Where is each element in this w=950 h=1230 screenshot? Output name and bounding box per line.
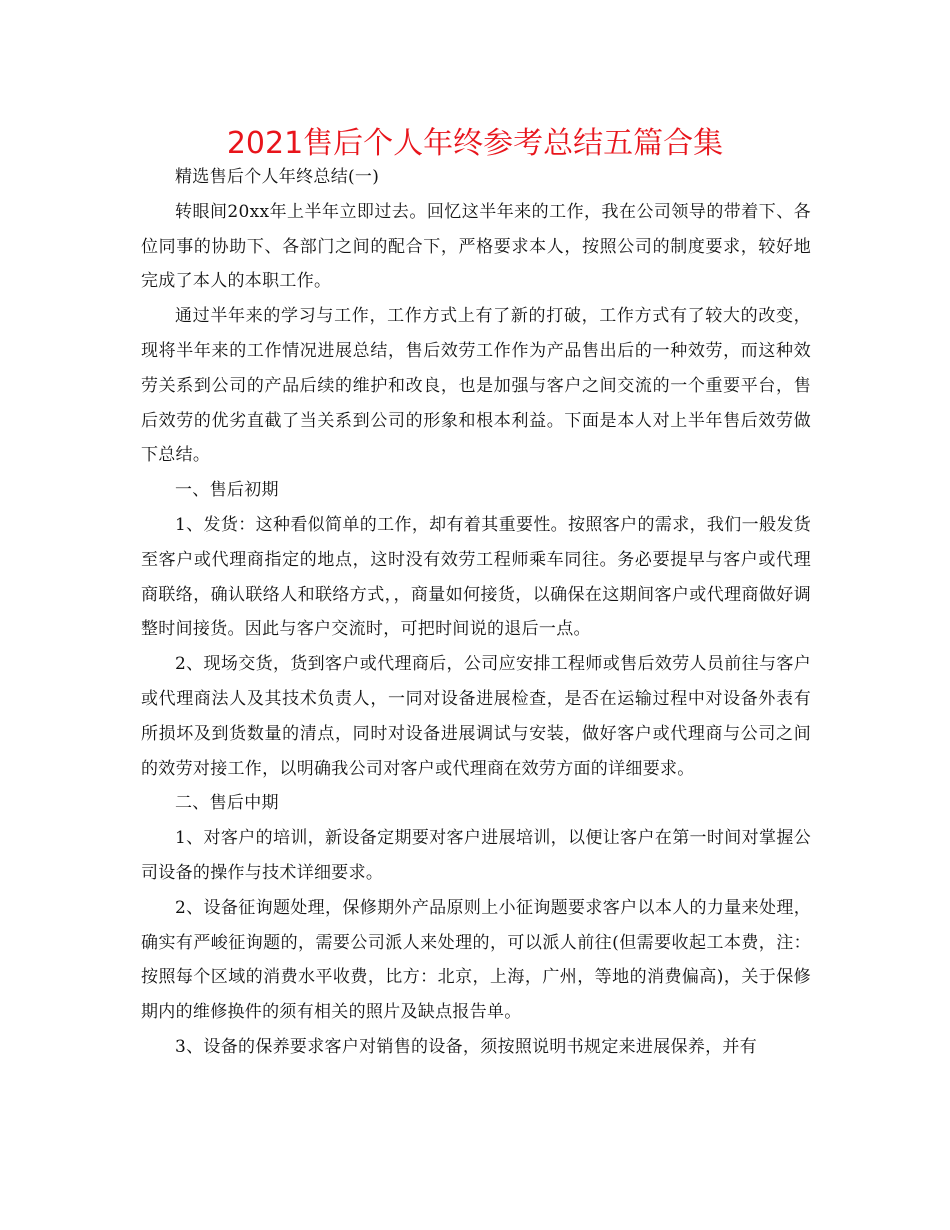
document-title: 2021售后个人年终参考总结五篇合集 xyxy=(226,126,724,161)
paragraph: 通过半年来的学习与工作，工作方式上有了新的打破，工作方式有了较大的改变，现将半年来的工作情况进展总结，售后效劳工作作为产品售出后的一种效劳，而这种效劳关系到公司的产品后续的维护和改良，也是加强与客户之间交流的一个重要平台，售后效劳的优劣直截了当关系到公司的形象和根本利益。下面是本人对上半年售后效劳做下总结。 xyxy=(141,306,811,466)
paragraph: 3、设备的保养要求客户对销售的设备，须按照说明书规定来进展保养，并有 xyxy=(175,1036,758,1057)
section-heading: 一、售后初期 xyxy=(175,480,279,501)
document-body xyxy=(141,160,811,1065)
paragraph: 1、发货：这种看似简单的工作，却有着其重要性。按照客户的需求，我们一般发货至客户或代理商指定的地点，这时没有效劳工程师乘车同往。务必要提早与客户或代理商联络，确认联络人和联络方式，，商量如何接货，以确保在这期间客户或代理商做好调整时间接货。因此与客户交流时，可把时间说的退后一点。 xyxy=(141,514,811,640)
paragraph: 1、对客户的培训，新设备定期要对客户进展培训，以便让客户在第一时间对掌握公司设备的操作与技术详细要求。 xyxy=(141,828,811,883)
section-heading: 精选售后个人年终总结(一) xyxy=(175,167,380,187)
paragraph: 转眼间20xx年上半年立即过去。回忆这半年来的工作，我在公司领导的带着下、各位同事的协助下、各部门之间的配合下，严格要求本人，按照公司的制度要求，较好地完成了本人的本职工作。 xyxy=(141,201,811,292)
paragraph: 2、现场交货，货到客户或代理商后，公司应安排工程师或售后效劳人员前往与客户或代理商法人及其技术负责人，一同对设备进展检查，是否在运输过程中对设备外表有所损坏及到货数量的清点，同时对设备进展调试与安装，做好客户或代理商与公司之间的效劳对接工作，以明确我公司对客户或代理商在效劳方面的详细要求。 xyxy=(141,654,811,779)
paragraph: 2、设备征询题处理，保修期外产品原则上小征询题要求客户以本人的力量来处理，确实有严峻征询题的，需要公司派人来处理的，可以派人前往(但需要收起工本费，注：按照每个区域的消费水平收费，比方：北京，上海，广州，等地的消费偏高)，关于保修期内的维修换件的须有相关的照片及缺点报告单。 xyxy=(141,897,811,1023)
section-heading: 二、售后中期 xyxy=(175,793,279,814)
